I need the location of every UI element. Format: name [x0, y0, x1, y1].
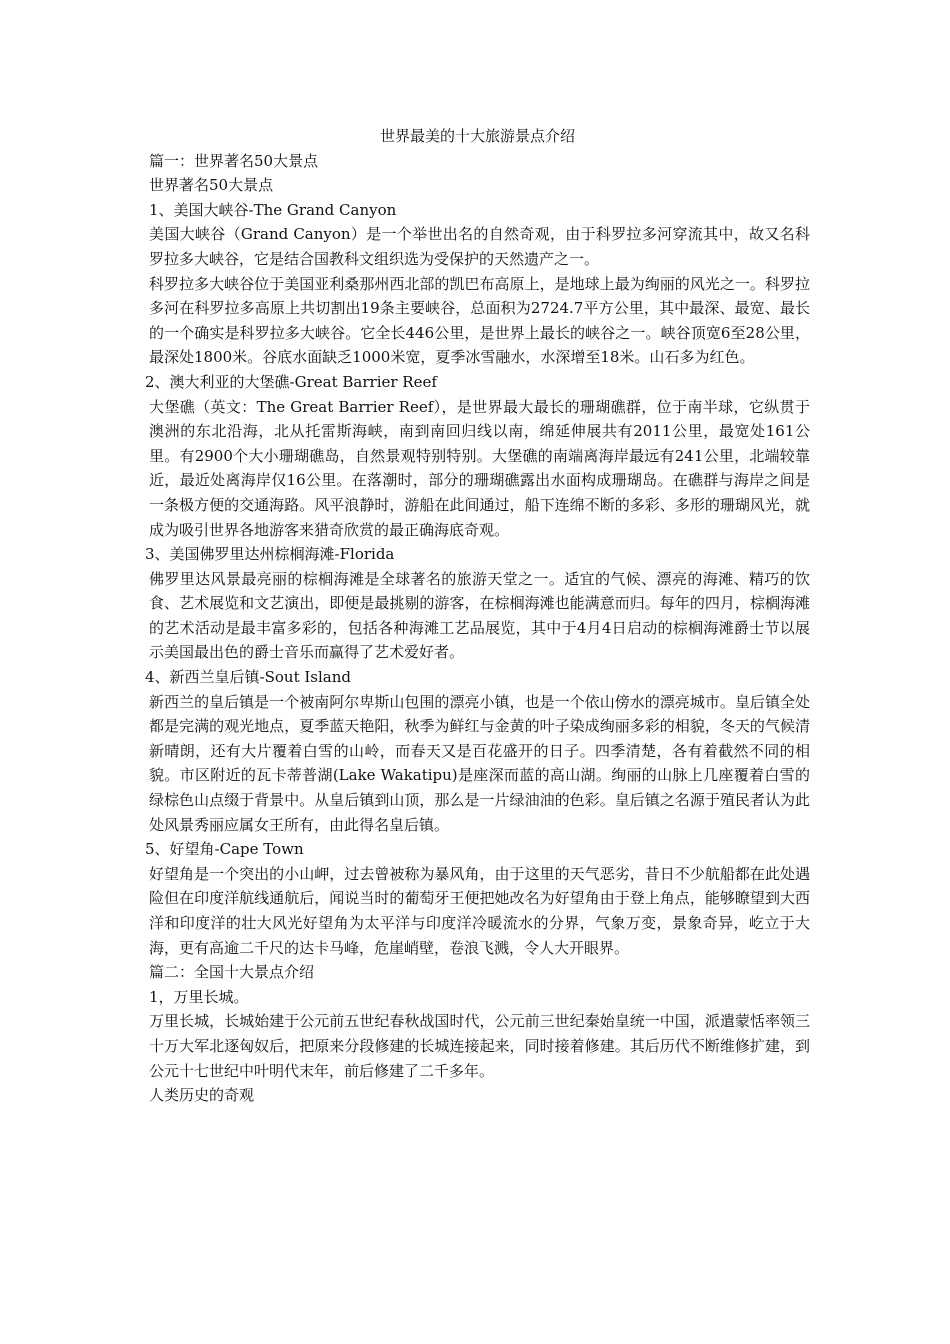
paragraph-great-barrier-reef: 大堡礁（英文：The Great Barrier Reef），是世界最大最长的珊瑚礁群，位于南半球，它纵贯于澳洲的东北沿海，北从托雷斯海峡，南到南回归线以南，绵延伸展共有2011公里，最宽处161公里。有2900个大小珊瑚礁岛，自然景观特别特别。大堡礁的南端离海岸最远有241公里，北端较靠近，最近处离海岸仅16公里。在落潮时，部分的珊瑚礁露出水面构成珊瑚岛。在礁群与海岸之间是一条极方便的交通海路。风平浪静时，游船在此间通过，船下连绵不断的多彩、多形的珊瑚风光，就成为吸引世界各地游客来猎奇欣赏的最正确海底奇观。: [149, 397, 810, 539]
document-page: [145, 124, 810, 1108]
item-heading-grand-canyon: 1、美国大峡谷-The Grand Canyon: [149, 200, 397, 219]
item-heading-great-barrier-reef: 2、澳大利亚的大堡礁-Great Barrier Reef: [145, 372, 437, 391]
paragraph-queenstown: 新西兰的皇后镇是一个被南阿尔卑斯山包围的漂亮小镇，也是一个依山傍水的漂亮城市。皇后镇全处都是完满的观光地点，夏季蓝天艳阳，秋季为鲜红与金黄的叶子染成绚丽多彩的相貌，冬天的气候清新晴朗，还有大片覆着白雪的山岭，而春天又是百花盛开的日子。四季清楚，各有着截然不同的相貌。市区附近的瓦卡蒂普湖(Lake Wakatipu)是座深而蓝的高山湖。绚丽的山脉上几座覆着白雪的绿棕色山点缀于背景中。从皇后镇到山顶，那么是一片绿油油的色彩。皇后镇之名源于殖民者认为此处风景秀丽应属女王所有，由此得名皇后镇。: [149, 692, 810, 834]
paragraph-grand-canyon-detail: 科罗拉多大峡谷位于美国亚利桑那州西北部的凯巴布高原上，是地球上最为绚丽的风光之一。科罗拉多河在科罗拉多高原上共切割出19条主要峡谷，总面积为2724.7平方公里，其中最深、最宽、最长的一个确实是科罗拉多大峡谷。它全长446公里，是世界上最长的峡谷之一。峡谷顶宽6至28公里，最深处1800米。谷底水面缺乏1000米宽，夏季冰雪融水，水深增至18米。山石多为红色。: [149, 274, 810, 367]
subheading-human-history: 人类历史的奇观: [149, 1086, 255, 1105]
item-heading-queenstown: 4、新西兰皇后镇-Sout Island: [145, 668, 352, 687]
paragraph-grand-canyon-intro: 美国大峡谷（Grand Canyon）是一个举世出名的自然奇观，由于科罗拉多河穿流其中，故又名科罗拉多大峡谷，它是结合国教科文组织选为受保护的天然遗产之一。: [149, 225, 810, 268]
paragraph-florida: 佛罗里达风景最亮丽的棕榈海滩是全球著名的旅游天堂之一。适宜的气候、漂亮的海滩、精巧的饮食、艺术展览和文艺演出，即便是最挑剔的游客，在棕榈海滩也能满意而归。每年的四月，棕榈海滩的艺术活动是最丰富多彩的，包括各种海滩工艺品展览，其中于4月4日启动的棕榈海滩爵士节以展示美国最出色的爵士音乐而赢得了艺术爱好者。: [149, 569, 810, 662]
subheading: 世界著名50大景点: [149, 176, 274, 195]
item-heading-florida: 3、美国佛罗里达州棕榈海滩-Florida: [145, 545, 395, 564]
paragraph-cape-town: 好望角是一个突出的小山岬，过去曾被称为暴风角，由于这里的天气恶劣，昔日不少航船都在此处遇险但在印度洋航线通航后，闻说当时的葡萄牙王便把她改名为好望角由于登上角点，能够瞭望到大西洋和印度洋的壮大风光好望角为太平洋与印度洋冷暖流水的分界，气象万变，景象奇异，屹立于大海，更有高逾二千尺的达卡马峰，危崖峭壁，卷浪飞溅，令人大开眼界。: [149, 864, 810, 957]
section-heading-part-two: 篇二：全国十大景点介绍: [149, 963, 315, 982]
document-title: 世界最美的十大旅游景点介绍: [379, 127, 575, 145]
item-heading-great-wall: 1，万里长城。: [149, 987, 249, 1006]
item-heading-cape-town: 5、好望角-Cape Town: [145, 840, 304, 859]
section-heading-part-one: 篇一：世界著名50大景点: [149, 151, 319, 170]
paragraph-great-wall: 万里长城，长城始建于公元前五世纪春秋战国时代，公元前三世纪秦始皇统一中国，派遣蒙恬率领三十万大军北逐匈奴后，把原来分段修建的长城连接起来，同时接着修建。其后历代不断维修扩建，到公元十七世纪中叶明代末年，前后修建了二千多年。: [149, 1012, 810, 1080]
